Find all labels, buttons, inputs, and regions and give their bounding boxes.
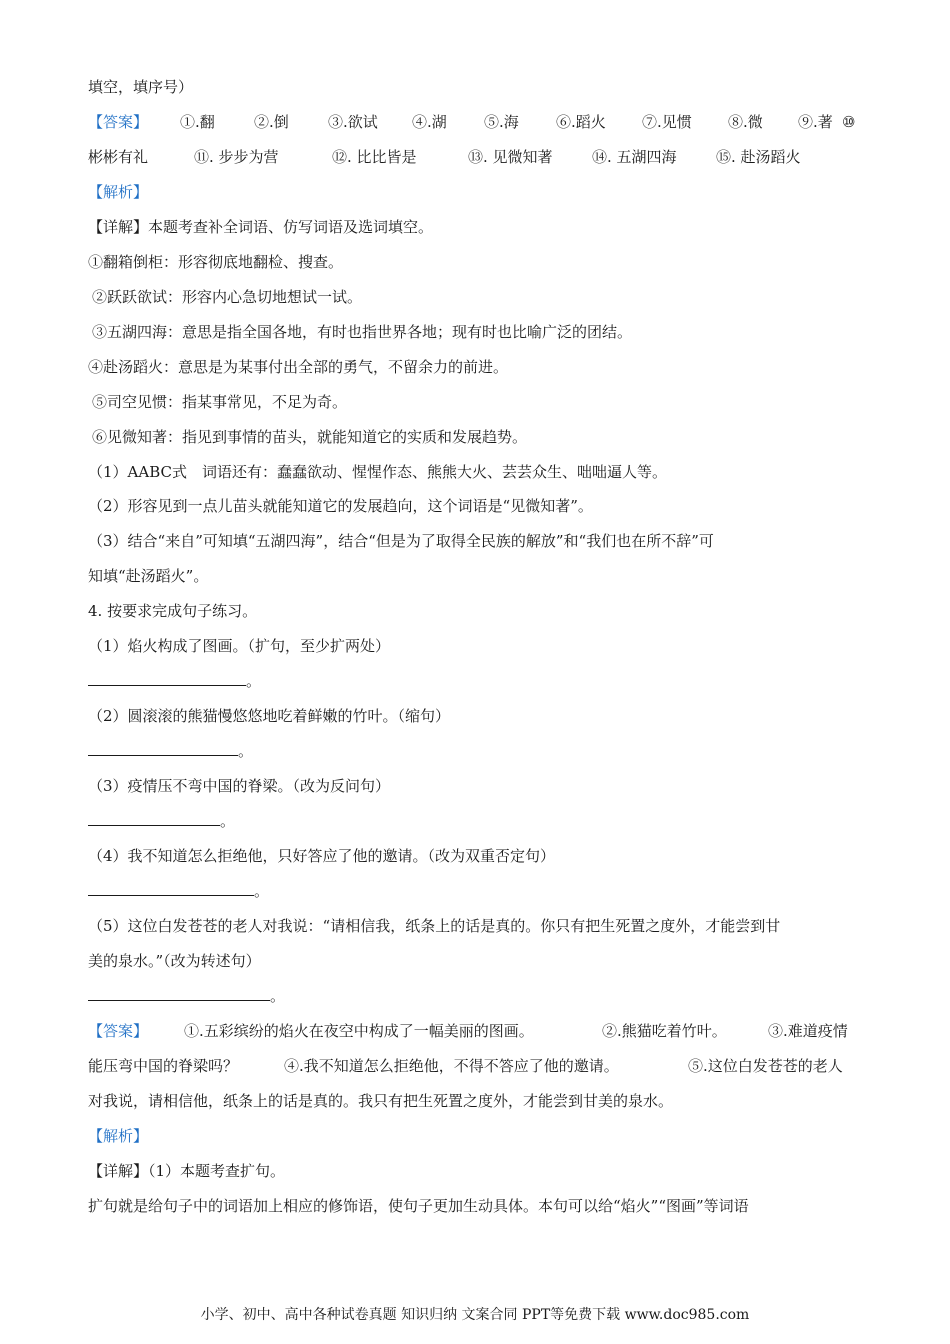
answer-item: ⑤.海 — [484, 113, 519, 131]
answer-tag: 【答案】 — [88, 113, 149, 131]
question-item: （4）我不知道怎么拒绝他，只好答应了他的邀请。（改为双重否定句） — [88, 847, 556, 865]
question-item: （2）圆滚滚的熊猫慢悠悠地吃着鲜嫩的竹叶。（缩句） — [88, 707, 451, 725]
question-item: （1）焰火构成了图画。（扩句，至少扩两处） — [88, 637, 391, 655]
text-line: 扩句就是给句子中的词语加上相应的修饰语，使句子更加生动具体。本句可以给“焰火”“图画”等词语 — [88, 1197, 749, 1215]
answer-blank — [88, 881, 254, 896]
answer-item: ⑬. 见微知著 — [468, 148, 553, 166]
answer-item: 彬彬有礼 — [88, 148, 149, 166]
text-line: 【详解】（1）本题考查扩句。 — [88, 1162, 286, 1180]
text-line: ③五湖四海：意思是指全国各地，有时也指世界各地；现有时也比喻广泛的团结。 — [92, 323, 633, 341]
answer-blank-line: 。 — [88, 670, 261, 692]
answer-item: ②.熊猫吃着竹叶。 — [602, 1022, 727, 1040]
text-line: 填空，填序号） — [88, 78, 194, 96]
answer-blank — [88, 671, 246, 686]
answer-item: ①.翻 — [180, 113, 215, 131]
answer-item: ③.难道疫情 — [768, 1022, 848, 1040]
answer-item: ⑭. 五湖四海 — [592, 148, 677, 166]
answer-item: ⑩ — [842, 113, 856, 131]
analysis-tag: 【解析】 — [88, 183, 149, 201]
text-line: ④赴汤蹈火：意思是为某事付出全部的勇气，不留余力的前进。 — [88, 358, 509, 376]
answer-item: ⑤.这位白发苍苍的老人 — [688, 1057, 843, 1075]
text-line: 【详解】本题考查补全词语、仿写词语及选词填空。 — [88, 218, 434, 236]
answer-item: ④.我不知道怎么拒绝他，不得不答应了他的邀请。 — [284, 1057, 619, 1075]
text-line: （3）结合“来自”可知填“五湖四海”，结合“但是为了取得全民族的解放”和“我们也在所不辞”可 — [88, 532, 714, 550]
answer-item: ⑥.蹈火 — [556, 113, 606, 131]
answer-blank — [88, 986, 270, 1001]
answer-item: ⑪. 步步为营 — [194, 148, 279, 166]
answer-item: ⑫. 比比皆是 — [332, 148, 417, 166]
answer-item: ①.五彩缤纷的焰火在夜空中构成了一幅美丽的图画。 — [184, 1022, 534, 1040]
answer-item: 能压弯中国的脊梁吗？ — [88, 1057, 239, 1075]
answer-item: ③.欲试 — [328, 113, 378, 131]
answer-blank-line: 。 — [88, 880, 269, 902]
question-item: （3）疫情压不弯中国的脊梁。（改为反问句） — [88, 777, 391, 795]
answer-blank — [88, 741, 238, 756]
text-line: ②跃跃欲试：形容内心急切地想试一试。 — [92, 288, 363, 306]
answer-item: ②.倒 — [254, 113, 289, 131]
text-line: （2）形容见到一点儿苗头就能知道它的发展趋向，这个词语是“见微知著”。 — [88, 497, 593, 515]
question-item: （5）这位白发苍苍的老人对我说：“请相信我，纸条上的话是真的。你只有把生死置之度外，才能尝到甘 — [88, 917, 781, 935]
answer-tag: 【答案】 — [88, 1022, 149, 1040]
text-line: ⑥见微知著：指见到事情的苗头，就能知道它的实质和发展趋势。 — [92, 428, 528, 446]
answer-item: ⑮. 赴汤蹈火 — [716, 148, 801, 166]
answer-row-2 — [88, 146, 840, 168]
question-heading: 4. 按要求完成句子练习。 — [88, 602, 258, 620]
answer-blank-line: 。 — [88, 740, 253, 762]
answer-row-3 — [88, 1020, 848, 1042]
answer-blank-line: 。 — [88, 985, 285, 1007]
answer-item: ⑨.著 — [798, 113, 833, 131]
answer-row-1 — [88, 111, 862, 133]
answer-blank-line: 。 — [88, 810, 235, 832]
text-line: 对我说，请相信他，纸条上的话是真的。我只有把生死置之度外，才能尝到甘美的泉水。 — [88, 1092, 674, 1110]
text-line: ⑤司空见惯：指某事常见，不足为奇。 — [92, 393, 348, 411]
page-footer: 小学、初中、高中各种试卷真题 知识归纳 文案合同 PPT等免费下载 www.doc985.com — [200, 1307, 750, 1323]
analysis-tag: 【解析】 — [88, 1127, 149, 1145]
answer-item: ⑦.见惯 — [642, 113, 692, 131]
question-item: 美的泉水。”（改为转述句） — [88, 952, 261, 970]
answer-item: ⑧.微 — [728, 113, 763, 131]
answer-blank — [88, 811, 220, 826]
answer-row-4 — [88, 1055, 843, 1077]
text-line: 知填“赴汤蹈火”。 — [88, 567, 209, 585]
text-line: ①翻箱倒柜：形容彻底地翻检、搜查。 — [88, 253, 344, 271]
text-line: （1）AABC式 词语还有：蠢蠢欲动、惺惺作态、熊熊大火、芸芸众生、咄咄逼人等。 — [88, 463, 667, 481]
answer-item: ④.湖 — [412, 113, 447, 131]
